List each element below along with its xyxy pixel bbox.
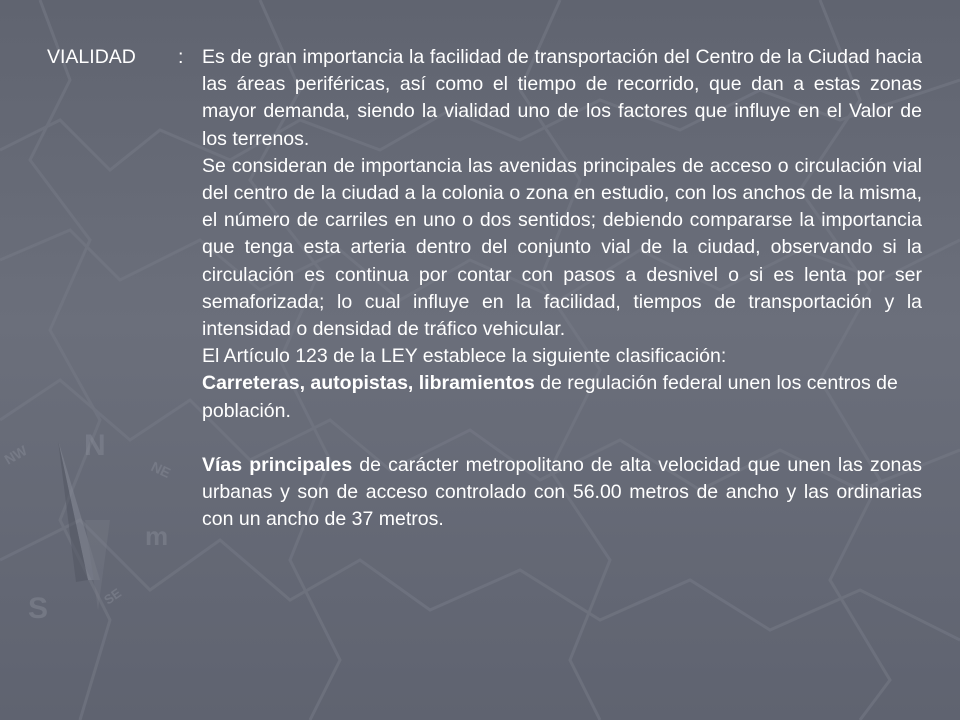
paragraph-vias-principales (202, 452, 922, 534)
vias-principales-description: de carácter metropolitano de alta velocidad que unen las zonas urbanas y son de acceso controlado con 56.00 metros de ancho y las ordinarias con un ancho de 37 metros. (202, 453, 922, 531)
vias-principales-term: Vías principales (202, 453, 353, 476)
paragraph-avenues: Se consideran de importancia las avenidas principales de acceso o circulación vial del centro de la ciudad a la colonia o zona en estudio, con los anchos de la misma, el número de carriles en uno o dos sentidos; debiendo compararse la importancia que tenga esta arteria dentro del conjunto vial de la ciudad, observando si la circulación es continua por contar con pasos a desnivel o si es lenta por ser semaforizada; lo cual influye en la facilidad, tiempos de transportación y la intensidad o densidad de tráfico vehicular. (202, 154, 922, 341)
compass-letter-m: m (145, 521, 169, 551)
compass-letter-s: S (28, 592, 49, 625)
carreteras-description: de regulación federal unen los centros de población. (202, 372, 898, 422)
paragraph-intro: Es de gran importancia la facilidad de transportación del Centro de la Ciudad hacia las áreas periféricas, así como el tiempo de recorrido, que dan a estas zonas mayor demanda, siendo la vialidad uno de los factores que influye en el Valor de los terrenos. (202, 46, 922, 150)
paragraph-article: El Artículo 123 de la LEY establece la siguiente clasificación: (202, 345, 727, 368)
compass-letter-se: SE (101, 585, 124, 608)
section-label: VIALIDAD (47, 46, 136, 68)
paragraph-spacer (202, 425, 922, 452)
compass-letter-n: N (84, 429, 106, 462)
compass-letter-ne: NE (148, 458, 174, 481)
paragraph-carreteras (202, 370, 922, 424)
label-colon: : (178, 46, 184, 68)
carreteras-term: Carreteras, autopistas, libramientos (202, 372, 535, 395)
compass-letter-nw: NW (1, 442, 30, 468)
body-text (202, 44, 922, 533)
